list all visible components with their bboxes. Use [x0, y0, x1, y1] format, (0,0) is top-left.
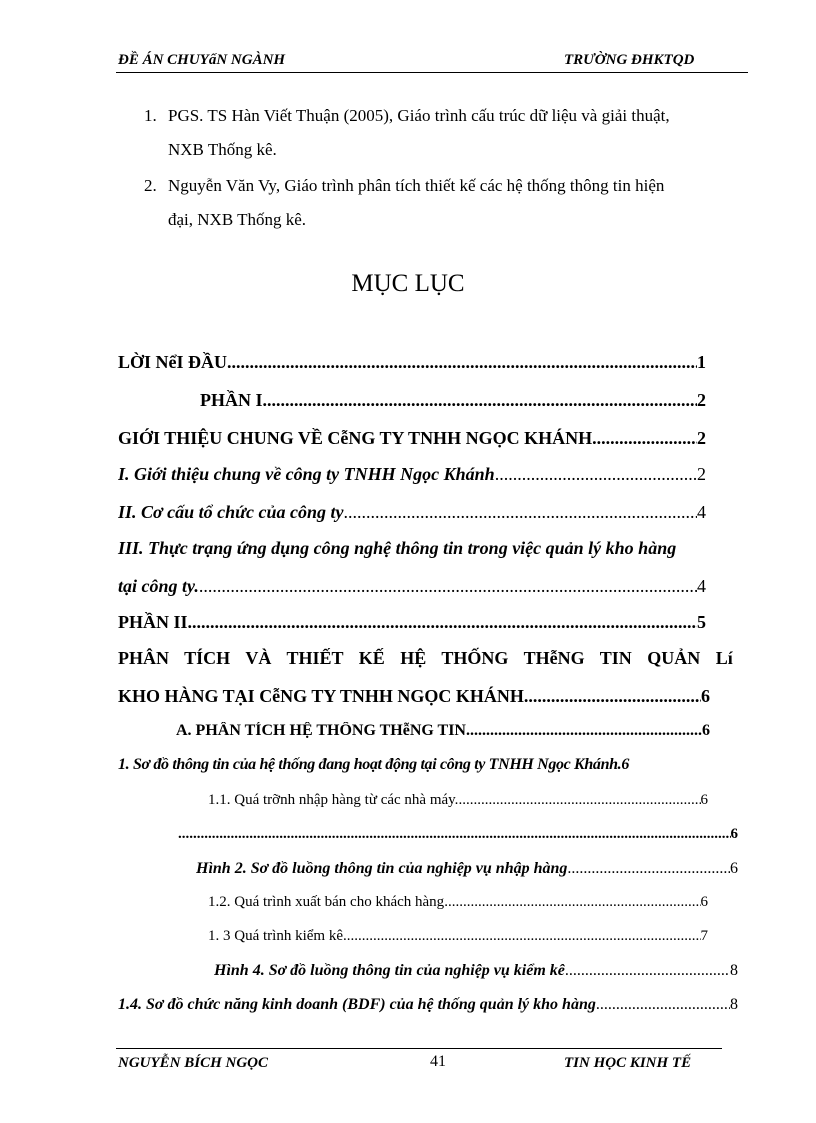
toc-entry-page: 6: [700, 792, 708, 808]
toc-entry-page: 8: [730, 962, 738, 979]
toc-entry-label: PHẦN II: [118, 612, 188, 632]
toc-entry-page: 4: [697, 502, 706, 522]
toc-entry[interactable]: [118, 464, 706, 485]
toc-entry-label: KHO HÀNG TẠI CễNG TY TNHH NGỌC KHÁNH: [118, 686, 524, 706]
toc-entry-page: 2: [697, 464, 706, 484]
page-number: 41: [430, 1053, 446, 1070]
toc-entry[interactable]: [118, 352, 706, 373]
toc-entry-page: 8: [730, 996, 738, 1013]
toc-entry[interactable]: [118, 576, 706, 597]
toc-entry-label: I. Giới thiệu chung về công ty TNHH Ngọc Khánh: [118, 464, 495, 484]
toc-entry-label: Hình 4. Sơ đồ luồng thông tin của nghiệp vụ kiểm kê: [214, 962, 565, 979]
reference-1-line1: PGS. TS Hàn Viết Thuận (2005), Giáo trình cấu trúc dữ liệu và giải thuật,: [168, 106, 670, 125]
reference-2-number: 2.: [144, 176, 157, 195]
toc-entry-page: 7: [700, 928, 708, 944]
toc-entry-line1: PHÂN TÍCH VÀ THIẾT KẾ HỆ THỐNG THễNG TIN QUẢN Lí: [118, 648, 733, 668]
reference-2-line2: đại, NXB Thống kê.: [168, 210, 307, 229]
toc-entry-page: 6: [702, 722, 710, 739]
toc-entry-label: 1.2. Quá trình xuất bán cho khách hàng: [208, 894, 445, 910]
toc-entry[interactable]: [214, 962, 738, 980]
toc-entry[interactable]: [196, 860, 738, 878]
toc-entry-page: 5: [697, 612, 706, 632]
toc-entry[interactable]: [200, 390, 706, 411]
header-right: TRƯỜNG ĐHKTQD: [564, 52, 695, 68]
toc-title: MỤC LỤC: [351, 270, 465, 297]
toc-entry-label: A. PHÂN TÍCH HỆ THỐNG THễNG TIN: [176, 722, 466, 739]
footer-right: TIN HỌC KINH TẾ: [564, 1055, 692, 1071]
toc-entry-label: PHẦN I: [200, 390, 263, 410]
toc-entry-label: 1. Sơ đồ thông tin của hệ thống đang hoạt động tại công ty TNHH Ngọc Khánh.: [118, 756, 622, 773]
reference-1-number: 1.: [144, 106, 157, 125]
toc-entry-page: 4: [697, 576, 706, 596]
toc-entry-page: 6: [730, 826, 738, 842]
footer-left: NGUYỄN BÍCH NGỌC: [118, 1055, 269, 1071]
toc-entry-label: II. Cơ cấu tổ chức của công ty: [118, 502, 344, 522]
toc-entry-page: 1: [697, 352, 706, 372]
toc-entry-label: 1.4. Sơ đồ chức năng kinh doanh (BDF) của hệ thống quản lý kho hàng: [118, 996, 596, 1013]
toc-entry-page: 2: [697, 390, 706, 410]
header-left: ĐỀ ÁN CHUYấN NGÀNH: [118, 52, 286, 68]
reference-1-line2: NXB Thống kê.: [168, 140, 277, 159]
toc-entry-label: GIỚI THIỆU CHUNG VỀ CễNG TY TNHH NGỌC KHÁNH: [118, 428, 593, 448]
toc-entry-page: 6: [621, 756, 629, 773]
toc-entry[interactable]: [208, 792, 708, 809]
toc-entry[interactable]: [178, 826, 738, 843]
toc-entry[interactable]: [118, 428, 706, 449]
footer-rule: [116, 1048, 722, 1049]
header-rule: [116, 72, 748, 73]
toc-entry[interactable]: [176, 722, 710, 740]
toc-entry-label: 1.1. Quá trỡnh nhập hàng từ các nhà máy.: [208, 792, 459, 808]
toc-entry-label: Hình 2. Sơ đồ luồng thông tin của nghiệp vụ nhập hàng: [196, 860, 568, 877]
reference-2-line1: Nguyễn Văn Vy, Giáo trình phân tích thiết kế các hệ thống thông tin hiện: [168, 176, 665, 195]
toc-entry[interactable]: [118, 756, 750, 774]
toc-entry[interactable]: [118, 612, 706, 633]
toc-entry-label: 1. 3 Quá trình kiểm kê: [208, 928, 343, 944]
toc-entry-page: 2: [697, 428, 706, 448]
toc-entry[interactable]: [118, 502, 706, 523]
toc-entry-page: 6: [700, 894, 708, 910]
toc-entry-label: tại công ty.: [118, 576, 199, 596]
toc-entry-label: LỜI NểI ĐẦU: [118, 352, 228, 372]
toc-entry-page: 6: [730, 860, 738, 877]
toc-entry[interactable]: [208, 928, 708, 945]
toc-entry[interactable]: [208, 894, 708, 911]
toc-entry-page: 6: [701, 686, 710, 706]
toc-entry[interactable]: [118, 996, 738, 1014]
toc-entry[interactable]: [118, 686, 710, 707]
toc-entry-line1: III. Thực trạng ứng dụng công nghệ thông tin trong việc quản lý kho hàng: [118, 538, 677, 558]
